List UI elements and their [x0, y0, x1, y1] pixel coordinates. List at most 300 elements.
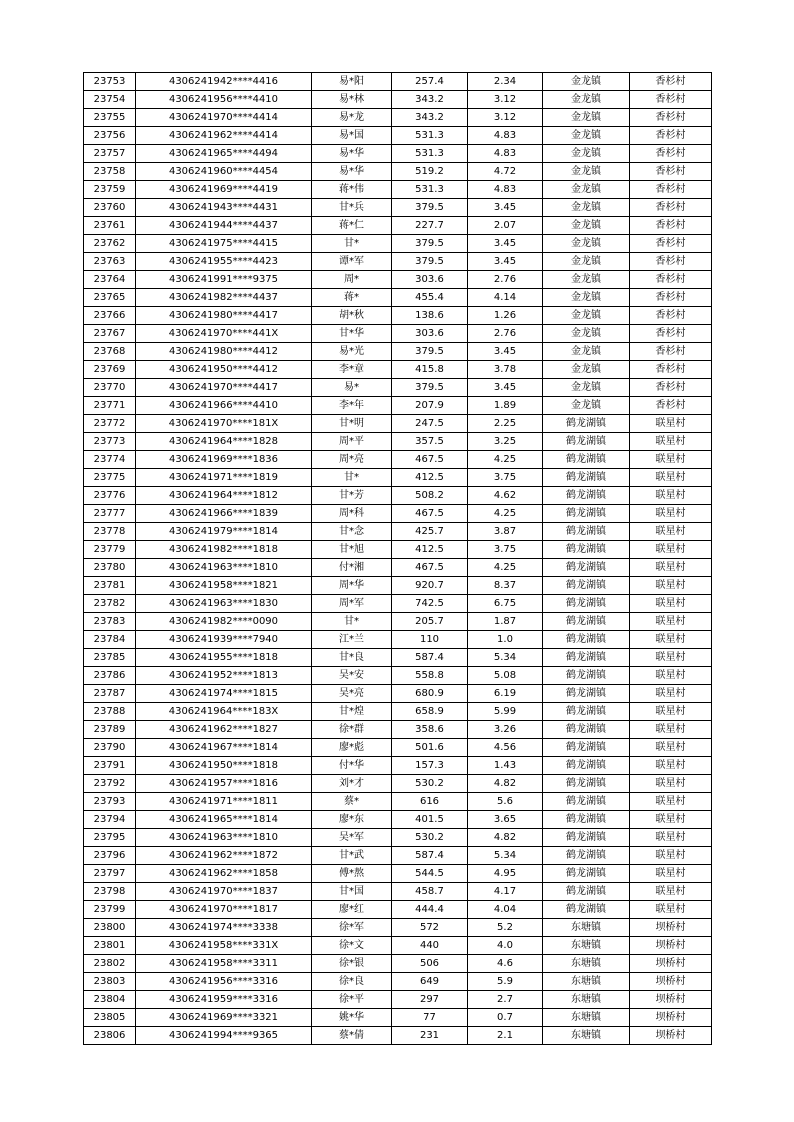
cell-village: 香杉村 — [630, 307, 712, 325]
table-row — [84, 955, 712, 973]
cell-name: 周*亮 — [312, 451, 392, 469]
cell-id_number: 4306241962****1827 — [136, 721, 312, 739]
cell-village: 香杉村 — [630, 397, 712, 415]
table-row — [84, 847, 712, 865]
cell-town: 金龙镇 — [543, 235, 630, 253]
cell-rate: 5.34 — [468, 649, 543, 667]
cell-seq: 23796 — [84, 847, 136, 865]
cell-village: 香杉村 — [630, 163, 712, 181]
cell-seq: 23788 — [84, 703, 136, 721]
cell-amount: 572 — [392, 919, 468, 937]
data-table — [83, 72, 712, 1045]
cell-amount: 501.6 — [392, 739, 468, 757]
cell-amount: 257.4 — [392, 73, 468, 91]
cell-id_number: 4306241982****4437 — [136, 289, 312, 307]
cell-town: 金龙镇 — [543, 307, 630, 325]
cell-village: 坝桥村 — [630, 991, 712, 1009]
cell-rate: 3.45 — [468, 253, 543, 271]
cell-village: 香杉村 — [630, 109, 712, 127]
table-row — [84, 307, 712, 325]
cell-rate: 3.45 — [468, 235, 543, 253]
cell-seq: 23799 — [84, 901, 136, 919]
cell-town: 鹤龙湖镇 — [543, 757, 630, 775]
cell-seq: 23761 — [84, 217, 136, 235]
cell-town: 东塘镇 — [543, 1027, 630, 1045]
cell-rate: 4.95 — [468, 865, 543, 883]
cell-rate: 4.82 — [468, 829, 543, 847]
table-row — [84, 865, 712, 883]
cell-village: 联星村 — [630, 793, 712, 811]
cell-amount: 531.3 — [392, 145, 468, 163]
cell-village: 联星村 — [630, 631, 712, 649]
cell-rate: 4.62 — [468, 487, 543, 505]
cell-id_number: 4306241969****4419 — [136, 181, 312, 199]
table-row — [84, 919, 712, 937]
table-row — [84, 181, 712, 199]
cell-seq: 23760 — [84, 199, 136, 217]
cell-seq: 23775 — [84, 469, 136, 487]
cell-village: 联星村 — [630, 433, 712, 451]
cell-village: 联星村 — [630, 541, 712, 559]
cell-name: 徐*群 — [312, 721, 392, 739]
cell-village: 联星村 — [630, 865, 712, 883]
cell-town: 鹤龙湖镇 — [543, 433, 630, 451]
cell-rate: 3.65 — [468, 811, 543, 829]
table-row — [84, 595, 712, 613]
cell-amount: 440 — [392, 937, 468, 955]
cell-town: 东塘镇 — [543, 937, 630, 955]
cell-id_number: 4306241982****0090 — [136, 613, 312, 631]
cell-id_number: 4306241974****1815 — [136, 685, 312, 703]
cell-name: 刘*才 — [312, 775, 392, 793]
cell-town: 鹤龙湖镇 — [543, 559, 630, 577]
cell-town: 鹤龙湖镇 — [543, 775, 630, 793]
cell-rate: 4.6 — [468, 955, 543, 973]
cell-seq: 23776 — [84, 487, 136, 505]
cell-name: 廖*彪 — [312, 739, 392, 757]
cell-amount: 343.2 — [392, 109, 468, 127]
cell-id_number: 4306241979****1814 — [136, 523, 312, 541]
cell-village: 联星村 — [630, 451, 712, 469]
table-row — [84, 343, 712, 361]
cell-village: 香杉村 — [630, 199, 712, 217]
cell-name: 周*华 — [312, 577, 392, 595]
cell-name: 付*湘 — [312, 559, 392, 577]
cell-name: 甘* — [312, 613, 392, 631]
table-row — [84, 703, 712, 721]
cell-name: 付*华 — [312, 757, 392, 775]
cell-village: 联星村 — [630, 829, 712, 847]
table-row — [84, 577, 712, 595]
cell-rate: 3.45 — [468, 379, 543, 397]
cell-id_number: 4306241958****331X — [136, 937, 312, 955]
table-row — [84, 793, 712, 811]
cell-town: 金龙镇 — [543, 379, 630, 397]
cell-name: 谭*军 — [312, 253, 392, 271]
cell-name: 李*年 — [312, 397, 392, 415]
cell-village: 坝桥村 — [630, 1009, 712, 1027]
cell-seq: 23789 — [84, 721, 136, 739]
cell-id_number: 4306241969****1836 — [136, 451, 312, 469]
cell-seq: 23792 — [84, 775, 136, 793]
cell-id_number: 4306241956****3316 — [136, 973, 312, 991]
cell-name: 徐*军 — [312, 919, 392, 937]
cell-name: 易* — [312, 379, 392, 397]
cell-town: 鹤龙湖镇 — [543, 469, 630, 487]
cell-village: 坝桥村 — [630, 1027, 712, 1045]
cell-village: 香杉村 — [630, 145, 712, 163]
cell-seq: 23772 — [84, 415, 136, 433]
cell-town: 鹤龙湖镇 — [543, 721, 630, 739]
cell-seq: 23797 — [84, 865, 136, 883]
cell-amount: 658.9 — [392, 703, 468, 721]
cell-rate: 3.12 — [468, 91, 543, 109]
cell-id_number: 4306241975****4415 — [136, 235, 312, 253]
cell-name: 吴*亮 — [312, 685, 392, 703]
cell-name: 廖*东 — [312, 811, 392, 829]
cell-village: 联星村 — [630, 901, 712, 919]
table-row — [84, 1027, 712, 1045]
cell-amount: 531.3 — [392, 127, 468, 145]
cell-rate: 3.26 — [468, 721, 543, 739]
cell-town: 鹤龙湖镇 — [543, 487, 630, 505]
cell-name: 周*科 — [312, 505, 392, 523]
cell-name: 易*国 — [312, 127, 392, 145]
cell-id_number: 4306241955****1818 — [136, 649, 312, 667]
cell-id_number: 4306241970****441X — [136, 325, 312, 343]
cell-id_number: 4306241970****1837 — [136, 883, 312, 901]
cell-name: 徐*平 — [312, 991, 392, 1009]
cell-name: 周*军 — [312, 595, 392, 613]
table-row — [84, 73, 712, 91]
cell-name: 易*华 — [312, 163, 392, 181]
cell-amount: 379.5 — [392, 343, 468, 361]
cell-rate: 8.37 — [468, 577, 543, 595]
cell-village: 联星村 — [630, 757, 712, 775]
table-row — [84, 523, 712, 541]
cell-amount: 415.8 — [392, 361, 468, 379]
cell-village: 联星村 — [630, 487, 712, 505]
cell-name: 易*阳 — [312, 73, 392, 91]
cell-seq: 23765 — [84, 289, 136, 307]
cell-village: 联星村 — [630, 595, 712, 613]
cell-seq: 23790 — [84, 739, 136, 757]
cell-town: 鹤龙湖镇 — [543, 829, 630, 847]
cell-seq: 23783 — [84, 613, 136, 631]
cell-name: 甘*煌 — [312, 703, 392, 721]
cell-rate: 6.75 — [468, 595, 543, 613]
cell-amount: 358.6 — [392, 721, 468, 739]
cell-rate: 5.6 — [468, 793, 543, 811]
cell-seq: 23773 — [84, 433, 136, 451]
cell-amount: 742.5 — [392, 595, 468, 613]
cell-town: 金龙镇 — [543, 181, 630, 199]
cell-village: 联星村 — [630, 703, 712, 721]
table-row — [84, 199, 712, 217]
cell-town: 金龙镇 — [543, 145, 630, 163]
cell-village: 香杉村 — [630, 289, 712, 307]
table-row — [84, 127, 712, 145]
cell-village: 联星村 — [630, 505, 712, 523]
cell-id_number: 4306241980****4417 — [136, 307, 312, 325]
cell-rate: 4.83 — [468, 181, 543, 199]
cell-id_number: 4306241963****1830 — [136, 595, 312, 613]
cell-village: 联星村 — [630, 739, 712, 757]
cell-seq: 23787 — [84, 685, 136, 703]
cell-seq: 23805 — [84, 1009, 136, 1027]
cell-town: 鹤龙湖镇 — [543, 685, 630, 703]
cell-name: 蒋*伟 — [312, 181, 392, 199]
cell-name: 周*平 — [312, 433, 392, 451]
cell-rate: 4.56 — [468, 739, 543, 757]
cell-seq: 23759 — [84, 181, 136, 199]
cell-id_number: 4306241964****183X — [136, 703, 312, 721]
cell-amount: 207.9 — [392, 397, 468, 415]
cell-village: 香杉村 — [630, 235, 712, 253]
cell-rate: 5.08 — [468, 667, 543, 685]
cell-town: 鹤龙湖镇 — [543, 631, 630, 649]
table-row — [84, 271, 712, 289]
cell-town: 鹤龙湖镇 — [543, 865, 630, 883]
cell-amount: 649 — [392, 973, 468, 991]
cell-seq: 23778 — [84, 523, 136, 541]
cell-amount: 680.9 — [392, 685, 468, 703]
cell-amount: 920.7 — [392, 577, 468, 595]
cell-rate: 4.25 — [468, 505, 543, 523]
cell-seq: 23763 — [84, 253, 136, 271]
cell-amount: 303.6 — [392, 325, 468, 343]
cell-seq: 23779 — [84, 541, 136, 559]
cell-name: 李*章 — [312, 361, 392, 379]
cell-amount: 379.5 — [392, 235, 468, 253]
table-row — [84, 721, 712, 739]
cell-town: 东塘镇 — [543, 955, 630, 973]
table-row — [84, 487, 712, 505]
table-row — [84, 505, 712, 523]
cell-town: 鹤龙湖镇 — [543, 793, 630, 811]
cell-id_number: 4306241970****4417 — [136, 379, 312, 397]
table-row — [84, 973, 712, 991]
cell-name: 蒋*仁 — [312, 217, 392, 235]
cell-id_number: 4306241959****3316 — [136, 991, 312, 1009]
cell-village: 香杉村 — [630, 361, 712, 379]
cell-name: 易*林 — [312, 91, 392, 109]
table-row — [84, 667, 712, 685]
cell-town: 金龙镇 — [543, 109, 630, 127]
cell-village: 联星村 — [630, 883, 712, 901]
cell-id_number: 4306241994****9365 — [136, 1027, 312, 1045]
cell-seq: 23753 — [84, 73, 136, 91]
table-row — [84, 541, 712, 559]
cell-seq: 23764 — [84, 271, 136, 289]
cell-town: 鹤龙湖镇 — [543, 505, 630, 523]
cell-id_number: 4306241966****4410 — [136, 397, 312, 415]
table-row — [84, 883, 712, 901]
cell-amount: 519.2 — [392, 163, 468, 181]
cell-seq: 23781 — [84, 577, 136, 595]
cell-village: 香杉村 — [630, 91, 712, 109]
cell-rate: 3.75 — [468, 469, 543, 487]
cell-rate: 3.78 — [468, 361, 543, 379]
cell-rate: 4.82 — [468, 775, 543, 793]
cell-id_number: 4306241958****1821 — [136, 577, 312, 595]
cell-amount: 616 — [392, 793, 468, 811]
cell-seq: 23758 — [84, 163, 136, 181]
table-row — [84, 91, 712, 109]
cell-village: 香杉村 — [630, 271, 712, 289]
cell-id_number: 4306241970****1817 — [136, 901, 312, 919]
cell-name: 胡*秋 — [312, 307, 392, 325]
cell-rate: 3.12 — [468, 109, 543, 127]
cell-town: 鹤龙湖镇 — [543, 415, 630, 433]
cell-id_number: 4306241991****9375 — [136, 271, 312, 289]
cell-rate: 4.0 — [468, 937, 543, 955]
table-row — [84, 289, 712, 307]
cell-amount: 467.5 — [392, 451, 468, 469]
cell-amount: 467.5 — [392, 559, 468, 577]
table-row — [84, 361, 712, 379]
cell-id_number: 4306241960****4454 — [136, 163, 312, 181]
cell-seq: 23770 — [84, 379, 136, 397]
cell-id_number: 4306241963****1810 — [136, 829, 312, 847]
cell-rate: 2.76 — [468, 271, 543, 289]
cell-town: 鹤龙湖镇 — [543, 739, 630, 757]
cell-seq: 23795 — [84, 829, 136, 847]
cell-rate: 6.19 — [468, 685, 543, 703]
table-row — [84, 433, 712, 451]
cell-name: 吴*安 — [312, 667, 392, 685]
cell-village: 联星村 — [630, 649, 712, 667]
cell-id_number: 4306241942****4416 — [136, 73, 312, 91]
cell-id_number: 4306241964****1812 — [136, 487, 312, 505]
cell-seq: 23762 — [84, 235, 136, 253]
cell-name: 蒋* — [312, 289, 392, 307]
cell-seq: 23791 — [84, 757, 136, 775]
cell-id_number: 4306241971****1811 — [136, 793, 312, 811]
cell-town: 金龙镇 — [543, 199, 630, 217]
cell-id_number: 4306241957****1816 — [136, 775, 312, 793]
cell-town: 金龙镇 — [543, 217, 630, 235]
cell-seq: 23784 — [84, 631, 136, 649]
table-row — [84, 685, 712, 703]
cell-name: 甘*旭 — [312, 541, 392, 559]
cell-seq: 23777 — [84, 505, 136, 523]
table-row — [84, 631, 712, 649]
table-row — [84, 1009, 712, 1027]
cell-seq: 23769 — [84, 361, 136, 379]
cell-village: 联星村 — [630, 577, 712, 595]
cell-town: 金龙镇 — [543, 361, 630, 379]
table-row — [84, 775, 712, 793]
cell-id_number: 4306241967****1814 — [136, 739, 312, 757]
cell-town: 鹤龙湖镇 — [543, 847, 630, 865]
cell-amount: 425.7 — [392, 523, 468, 541]
cell-village: 坝桥村 — [630, 919, 712, 937]
cell-amount: 455.4 — [392, 289, 468, 307]
cell-id_number: 4306241962****1872 — [136, 847, 312, 865]
cell-village: 香杉村 — [630, 181, 712, 199]
cell-town: 东塘镇 — [543, 991, 630, 1009]
cell-amount: 297 — [392, 991, 468, 1009]
table-row — [84, 811, 712, 829]
cell-village: 联星村 — [630, 685, 712, 703]
cell-name: 蔡* — [312, 793, 392, 811]
cell-id_number: 4306241958****3311 — [136, 955, 312, 973]
cell-name: 易*光 — [312, 343, 392, 361]
cell-id_number: 4306241950****4412 — [136, 361, 312, 379]
cell-id_number: 4306241963****1810 — [136, 559, 312, 577]
table-row — [84, 829, 712, 847]
table-row — [84, 901, 712, 919]
cell-name: 甘*芳 — [312, 487, 392, 505]
cell-amount: 138.6 — [392, 307, 468, 325]
table-row — [84, 163, 712, 181]
cell-town: 鹤龙湖镇 — [543, 649, 630, 667]
cell-id_number: 4306241964****1828 — [136, 433, 312, 451]
cell-seq: 23782 — [84, 595, 136, 613]
cell-amount: 357.5 — [392, 433, 468, 451]
cell-town: 鹤龙湖镇 — [543, 451, 630, 469]
cell-name: 傅*熬 — [312, 865, 392, 883]
cell-seq: 23754 — [84, 91, 136, 109]
cell-town: 东塘镇 — [543, 973, 630, 991]
cell-name: 甘*明 — [312, 415, 392, 433]
cell-rate: 1.87 — [468, 613, 543, 631]
table-row — [84, 937, 712, 955]
cell-amount: 227.7 — [392, 217, 468, 235]
cell-town: 鹤龙湖镇 — [543, 523, 630, 541]
cell-town: 金龙镇 — [543, 163, 630, 181]
cell-town: 金龙镇 — [543, 73, 630, 91]
cell-town: 金龙镇 — [543, 127, 630, 145]
cell-rate: 3.45 — [468, 343, 543, 361]
cell-seq: 23771 — [84, 397, 136, 415]
cell-amount: 444.4 — [392, 901, 468, 919]
cell-seq: 23800 — [84, 919, 136, 937]
cell-id_number: 4306241970****181X — [136, 415, 312, 433]
cell-rate: 5.99 — [468, 703, 543, 721]
table-row — [84, 109, 712, 127]
cell-village: 香杉村 — [630, 217, 712, 235]
cell-village: 联星村 — [630, 775, 712, 793]
cell-village: 联星村 — [630, 667, 712, 685]
cell-village: 坝桥村 — [630, 973, 712, 991]
cell-seq: 23768 — [84, 343, 136, 361]
cell-rate: 0.7 — [468, 1009, 543, 1027]
cell-id_number: 4306241962****4414 — [136, 127, 312, 145]
cell-town: 东塘镇 — [543, 919, 630, 937]
cell-amount: 379.5 — [392, 379, 468, 397]
cell-seq: 23794 — [84, 811, 136, 829]
table-row — [84, 145, 712, 163]
cell-rate: 3.75 — [468, 541, 543, 559]
cell-seq: 23801 — [84, 937, 136, 955]
cell-name: 甘* — [312, 235, 392, 253]
cell-amount: 458.7 — [392, 883, 468, 901]
cell-rate: 2.7 — [468, 991, 543, 1009]
cell-village: 坝桥村 — [630, 937, 712, 955]
cell-rate: 5.9 — [468, 973, 543, 991]
cell-name: 易*华 — [312, 145, 392, 163]
cell-rate: 1.0 — [468, 631, 543, 649]
cell-amount: 587.4 — [392, 649, 468, 667]
cell-amount: 530.2 — [392, 775, 468, 793]
table-row — [84, 649, 712, 667]
cell-seq: 23798 — [84, 883, 136, 901]
cell-town: 金龙镇 — [543, 253, 630, 271]
cell-name: 甘* — [312, 469, 392, 487]
cell-id_number: 4306241965****4494 — [136, 145, 312, 163]
